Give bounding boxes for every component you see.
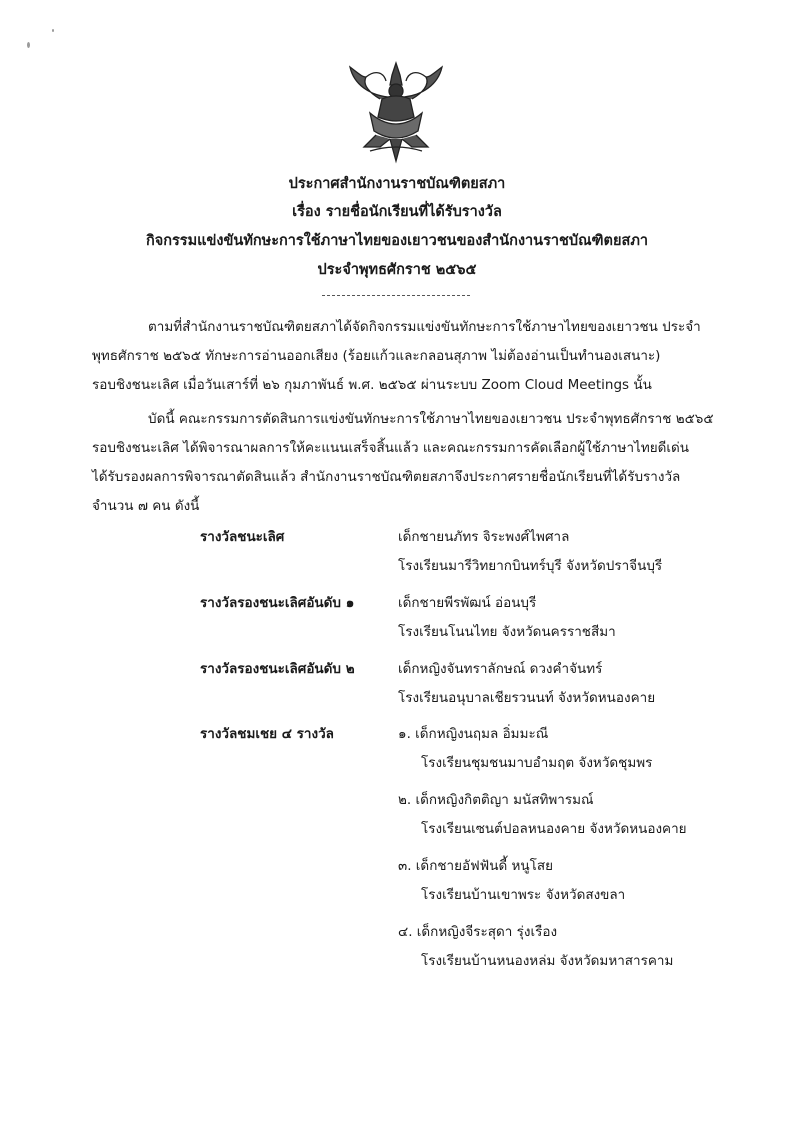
honorable-mention-1: [398, 720, 652, 778]
year-line: ประจำพุทธศักราช ๒๕๖๕: [317, 262, 477, 278]
award-runner-up-2: [398, 655, 655, 713]
activity-name: กิจกรรมแข่งขันทักษะการใช้ภาษาไทยของเยาวชนของสำนักงานราชบัณฑิตยสภา: [145, 233, 649, 249]
award-runner-up-1: [398, 589, 616, 647]
student-name: เด็กหญิงจันทราลักษณ์ ดวงคำจันทร์: [398, 661, 603, 677]
paragraph-line: รอบชิงชนะเลิศ ได้พิจารณาผลการให้คะแนนเสร็จสิ้นแล้ว และคณะกรรมการคัดเลือกผู้ใช้ภาษาไทยดีเด่น: [92, 440, 689, 456]
separator-line: [322, 295, 470, 296]
award-label-runner-up-1: รางวัลรองชนะเลิศอันดับ ๑: [200, 595, 355, 611]
announcement-paragraph: [92, 405, 714, 521]
school-name: โรงเรียนบ้านเขาพระ จังหวัดสงขลา: [421, 887, 626, 903]
school-name: โรงเรียนเซนต์ปอลหนองคาย จังหวัดหนองคาย: [421, 821, 687, 837]
award-label-honorable: รางวัลชมเชย ๔ รางวัล: [200, 726, 334, 742]
school-name: โรงเรียนอนุบาลเชียรวนนท์ จังหวัดหนองคาย: [398, 690, 656, 706]
announcement-title: ประกาศสำนักงานราชบัณฑิตยสภา: [288, 176, 506, 192]
school-name: โรงเรียนชุมชนมาบอำมฤต จังหวัดชุมพร: [421, 755, 653, 771]
intro-paragraph: [92, 313, 708, 400]
school-name: โรงเรียนมารีวิทยากบินทร์บุรี จังหวัดปราจีนบุรี: [398, 558, 663, 574]
award-label-runner-up-2: รางวัลรองชนะเลิศอันดับ ๒: [200, 661, 355, 677]
student-name: เด็กชายนภัทร จิระพงศ์ไพศาล: [398, 529, 570, 545]
student-name: ๓. เด็กชายอัฟฟันดี้ หนูโสย: [398, 858, 554, 874]
garuda-emblem-icon: [340, 55, 452, 170]
paragraph-line: รอบชิงชนะเลิศ เมื่อวันเสาร์ที่ ๒๖ กุมภาพันธ์ พ.ศ. ๒๕๖๕ ผ่านระบบ Zoom Cloud Meetings นั้น: [92, 377, 652, 393]
school-name: โรงเรียนโนนไทย จังหวัดนครราชสีมา: [398, 624, 616, 640]
student-name: ๔. เด็กหญิงจีระสุดา รุ่งเรือง: [398, 924, 558, 940]
award-label-winner: รางวัลชนะเลิศ: [200, 529, 285, 545]
paragraph-line: พุทธศักราช ๒๕๖๕ ทักษะการอ่านออกเสียง (ร้อยแก้วและกลอนสุภาพ ไม่ต้องอ่านเป็นทำนองเสนาะ): [92, 348, 661, 364]
scan-speck: [27, 42, 30, 48]
paragraph-line: บัดนี้ คณะกรรมการตัดสินการแข่งขันทักษะการใช้ภาษาไทยของเยาวชน ประจำพุทธศักราช ๒๕๖๕: [148, 411, 714, 427]
school-name: โรงเรียนบ้านหนองหล่ม จังหวัดมหาสารคาม: [421, 953, 674, 969]
student-name: เด็กชายพีรพัฒน์ อ่อนบุรี: [398, 595, 537, 611]
award-winner: [398, 523, 662, 581]
honorable-mention-3: [398, 852, 625, 910]
honorable-mention-4: [398, 918, 673, 976]
student-name: ๑. เด็กหญิงนฤมล อิ่มมะณี: [398, 726, 549, 742]
honorable-mention-2: [398, 786, 687, 844]
paragraph-line: ตามที่สำนักงานราชบัณฑิตยสภาได้จัดกิจกรรมแข่งขันทักษะการใช้ภาษาไทยของเยาวชน ประจำ: [148, 319, 701, 335]
scan-speck: [52, 29, 54, 32]
paragraph-line: จำนวน ๗ คน ดังนี้: [92, 498, 200, 514]
paragraph-line: ได้รับรองผลการพิจารณาตัดสินแล้ว สำนักงานราชบัณฑิตยสภาจึงประกาศรายชื่อนักเรียนที่ได้รับรางวัล: [92, 469, 681, 485]
announcement-subject: เรื่อง รายชื่อนักเรียนที่ได้รับรางวัล: [292, 204, 502, 220]
student-name: ๒. เด็กหญิงกิตติญา มนัสทิพารมณ์: [398, 792, 594, 808]
